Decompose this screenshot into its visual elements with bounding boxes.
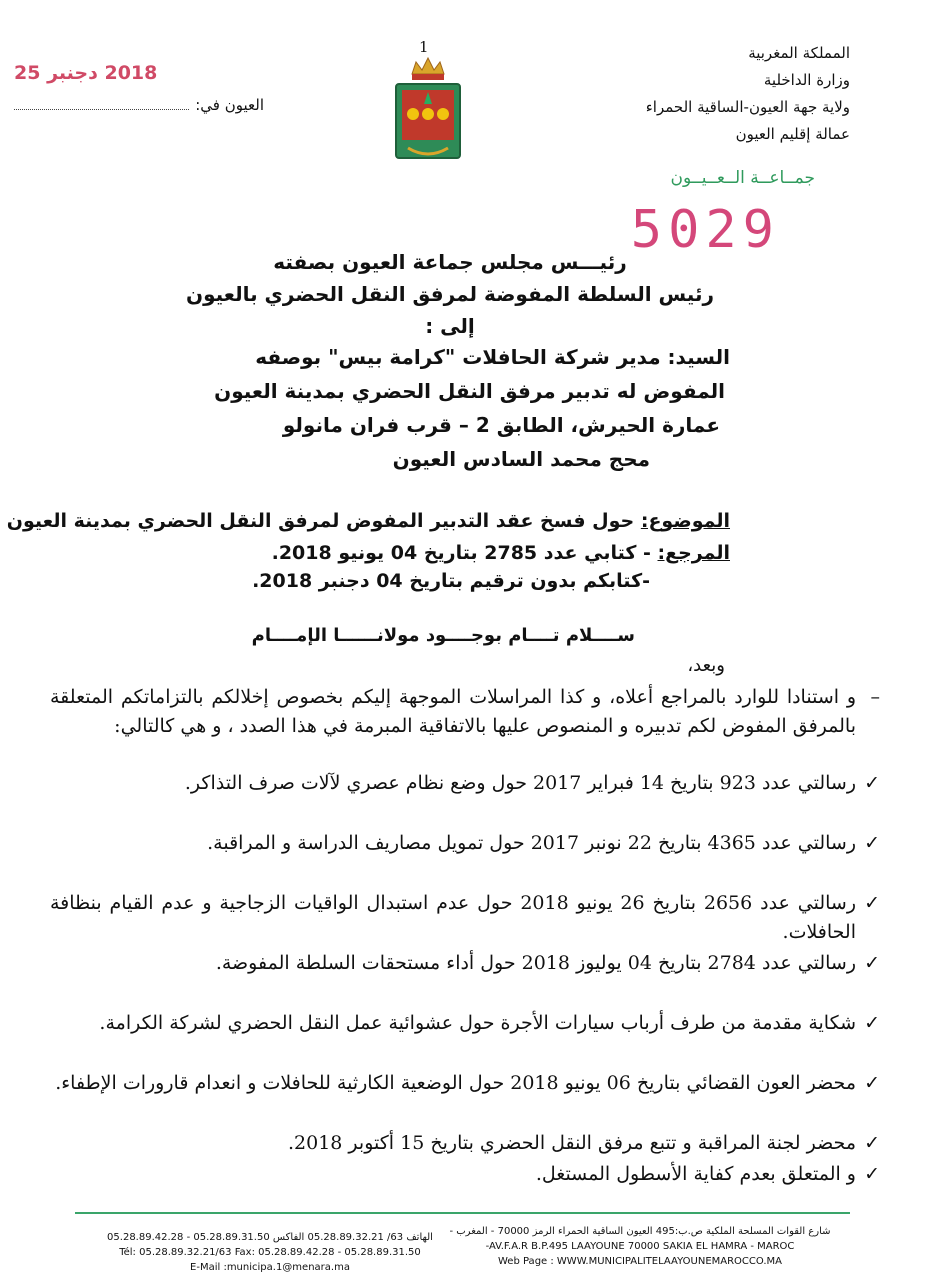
reference-line <box>272 542 730 564</box>
dash-bullet: – <box>870 686 880 708</box>
list-item-text: رسالتي عدد 4365 بتاريخ 22 نونبر 2017 حول تمويل مصاريف الدراسة و المراقبة. <box>207 832 856 854</box>
checkmark-icon: ✓ <box>864 772 880 794</box>
list-item-text: محضر لجنة المراقبة و تتبع مرفق النقل الحضري بتاريخ 15 أكتوبر 2018. <box>287 1132 856 1154</box>
subject-label: الموضوع: <box>640 510 730 532</box>
reference-1: - كتابي عدد 2785 بتاريخ 04 يونيو 2018. <box>271 542 651 564</box>
crown-icon <box>412 58 444 80</box>
footer-contact <box>85 1230 455 1275</box>
dotted-line <box>14 97 189 110</box>
recipient-line-3: عمارة الحيرش، الطابق 2 – قرب فران مانولو <box>282 413 720 437</box>
greeting: ســــلام تــــام بوجــــود مولانــــــا الإمــــام <box>251 625 635 646</box>
intro-text: و استنادا للوارد بالمراجع أعلاه، و كذا المراسلات الموجهة إليكم بخصوص إخلالكم بالتزاماتكم المتعلقة بالمرفق المفوض لكم تدبيره و المنصوص عليها بالاتفاقية المبرمة في هذا الصدد ، و هي كالتالي: <box>50 686 856 737</box>
page-number: 1 <box>419 38 429 56</box>
list-item <box>50 1160 880 1189</box>
sender-line-2: رئيس السلطة المفوضة لمرفق النقل الحضري بالعيون <box>186 282 714 306</box>
list-item <box>50 949 880 978</box>
list-item-text: رسالتي عدد 2784 بتاريخ 04 يوليوز 2018 حول أداء مستحقات السلطة المفوضة. <box>215 952 856 974</box>
to-label: إلى : <box>425 314 475 338</box>
phone-arabic: الهاتف 63/ 05.28.89.32.21 الفاكس 05.28.89.31.50 - 05.28.89.42.28 <box>107 1232 433 1243</box>
checkmark-icon: ✓ <box>864 1132 880 1154</box>
province-name: عمالة إقليم العيون <box>735 125 850 143</box>
commune-stamp: جمــاعــة الــعــيــون <box>670 168 815 188</box>
website: Web Page : WWW.MUNICIPALITELAAYOUNEMAROCCO.MA <box>498 1256 782 1267</box>
checkmark-icon: ✓ <box>864 1012 880 1034</box>
date-stamp: 2018 دجنبر 25 <box>14 62 158 84</box>
kingdom-name: المملكة المغربية <box>748 44 850 62</box>
checkmark-icon: ✓ <box>864 892 880 914</box>
registration-number: 5029 <box>630 200 780 260</box>
coat-of-arms-emblem <box>388 52 468 164</box>
checkmark-icon: ✓ <box>864 832 880 854</box>
list-item-text: شكاية مقدمة من طرف أرباب سيارات الأجرة حول عشوائية عمل النقل الحضري لشركة الكرامة. <box>99 1012 856 1034</box>
reference-2: -كتابكم بدون ترقيم بتاريخ 04 دجنبر 2018. <box>252 570 650 592</box>
list-item <box>50 1069 880 1098</box>
recipient-line-2: المفوض له تدبير مرفق النقل الحضري بمدينة العيون <box>214 379 725 403</box>
place-date-line <box>14 96 264 114</box>
list-item-text: رسالتي عدد 2656 بتاريخ 26 يونيو 2018 حول عدم استبدال الواقيات الزجاجية و عدم القيام بنظافة الحافلات. <box>50 892 856 943</box>
list-item-text: و المتعلق بعدم كفاية الأسطول المستغل. <box>535 1163 856 1185</box>
sender-line-1: رئيـــس مجلس جماعة العيون بصفته <box>273 250 627 274</box>
list-item-text: رسالتي عدد 923 بتاريخ 14 فبراير 2017 حول وضع نظام عصري لآلات صرف التذاكر. <box>184 772 856 794</box>
recipient-line-1: السيد: مدير شركة الحافلات "كرامة بيس" بوصفه <box>255 345 730 369</box>
checkmark-icon: ✓ <box>864 1163 880 1185</box>
footer-address <box>430 1224 850 1269</box>
region-name: ولاية جهة العيون-الساقية الحمراء <box>645 98 850 116</box>
list-item <box>50 1129 880 1158</box>
checkmark-icon: ✓ <box>864 1072 880 1094</box>
wabaad: وبعد، <box>687 655 725 676</box>
phone-french: Tél: 05.28.89.32.21/63 Fax: 05.28.89.42.28 - 05.28.89.31.50 <box>119 1247 421 1258</box>
address-french: -AV.F.A.R B.P.495 LAAYOUNE 70000 SAKIA EL HAMRA - MAROC <box>485 1241 795 1252</box>
email: E-Mail :municipa.1@menara.ma <box>190 1262 350 1273</box>
subject-text: حول فسخ عقد التدبير المفوض لمرفق النقل الحضري بمدينة العيون <box>6 510 635 532</box>
reference-label: المرجع: <box>657 542 730 564</box>
list-item <box>50 1009 880 1038</box>
letterhead-authority <box>550 40 850 148</box>
list-item-text: محضر العون القضائي بتاريخ 06 يونيو 2018 حول الوضعية الكارثية للحافلات و انعدام قارورات الإطفاء. <box>55 1072 856 1094</box>
address-arabic: شارع القوات المسلحة الملكية ص.ب:495 العيون الساقية الحمراء الرمز 70000 - المغرب - <box>449 1226 831 1237</box>
list-item <box>50 829 880 858</box>
list-item <box>50 889 880 947</box>
subject-line <box>7 510 730 532</box>
recipient-line-4: محج محمد السادس العيون <box>392 447 650 471</box>
intro-paragraph <box>50 683 880 741</box>
checkmark-icon: ✓ <box>864 952 880 974</box>
place-label: العيون في: <box>195 96 264 114</box>
ministry-name: وزارة الداخلية <box>763 71 850 89</box>
footer-divider <box>75 1212 850 1214</box>
list-item <box>50 769 880 798</box>
